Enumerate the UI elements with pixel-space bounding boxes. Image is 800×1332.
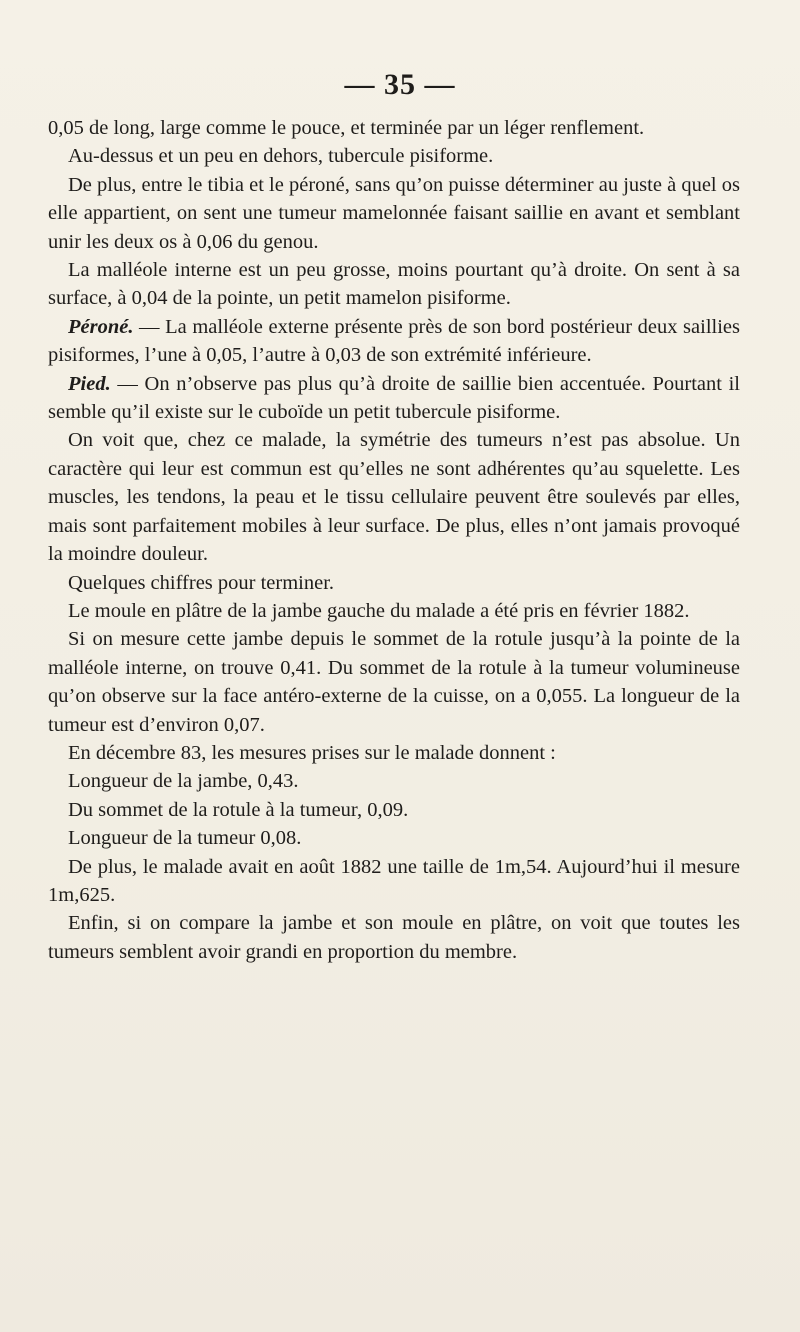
paragraph: De plus, entre le tibia et le péroné, sans qu’on puisse déterminer au juste à quel os elle appartient, on sent une tumeur mamelonnée faisant saillie en avant et semblant unir les deux os à 0,06 du genou. (48, 173, 740, 253)
paragraph: On voit que, chez ce malade, la symétrie des tumeurs n’est pas absolue. Un caractère qui leur est commun est qu’elles ne sont adhérentes qu’au squelette. Les muscles, les tendons, la peau et le tissu cellulaire peuvent être soulevés par elles, mais sont parfaitement mobiles à leur surface. De plus, elles n’ont jamais provoqué la moindre douleur. (48, 429, 740, 566)
paragraph-pied (48, 370, 740, 427)
paragraph-perone (48, 313, 740, 370)
paragraph: Si on mesure cette jambe depuis le sommet de la rotule jusqu’à la pointe de la malléole interne, on trouve 0,41. Du sommet de la rotule à la tumeur volumineuse qu’on observe sur la face antéro-externe de la cuisse, on a 0,055. La longueur de la tumeur est d’environ 0,07. (48, 628, 740, 736)
paragraph: Longueur de la tumeur 0,08. (68, 827, 302, 850)
paragraph: En décembre 83, les mesures prises sur le malade donnent : (68, 741, 556, 764)
page-body (48, 114, 740, 966)
paragraph: Enfin, si on compare la jambe et son moule en plâtre, on voit que toutes les tumeurs semblent avoir grandi en proportion du membre. (48, 912, 740, 963)
paragraph: Quelques chiffres pour terminer. (68, 571, 335, 594)
section-label-perone: Péroné. (68, 315, 134, 338)
section-label-pied: Pied. (68, 372, 111, 395)
page-number: — 35 — (344, 68, 456, 101)
paragraph: 0,05 de long, large comme le pouce, et terminée par un léger renflement. (48, 117, 645, 139)
paragraph: De plus, le malade avait en août 1882 une taille de 1m,54. Aujourd’hui il mesure 1m,625. (48, 855, 740, 906)
paragraph-text: — On n’observe pas plus qu’à droite de saillie bien accentuée. Pourtant il semble qu’il existe sur le cuboïde un petit tubercule pisiforme. (48, 372, 740, 424)
paragraph: Le moule en plâtre de la jambe gauche du malade a été pris en février 1882. (68, 599, 690, 622)
paragraph: La malléole interne est un peu grosse, moins pourtant qu’à droite. On sent à sa surface, à 0,04 de la pointe, un petit mamelon pisiforme. (48, 259, 740, 310)
paragraph: Au-dessus et un peu en dehors, tubercule pisiforme. (68, 145, 494, 168)
paragraph-text: — La malléole externe présente près de son bord postérieur deux saillies pisiformes, l’une à 0,05, l’autre à 0,03 de son extrémité inférieure. (48, 315, 740, 367)
paragraph: Longueur de la jambe, 0,43. (68, 770, 299, 793)
paragraph: Du sommet de la rotule à la tumeur, 0,09. (68, 798, 409, 821)
